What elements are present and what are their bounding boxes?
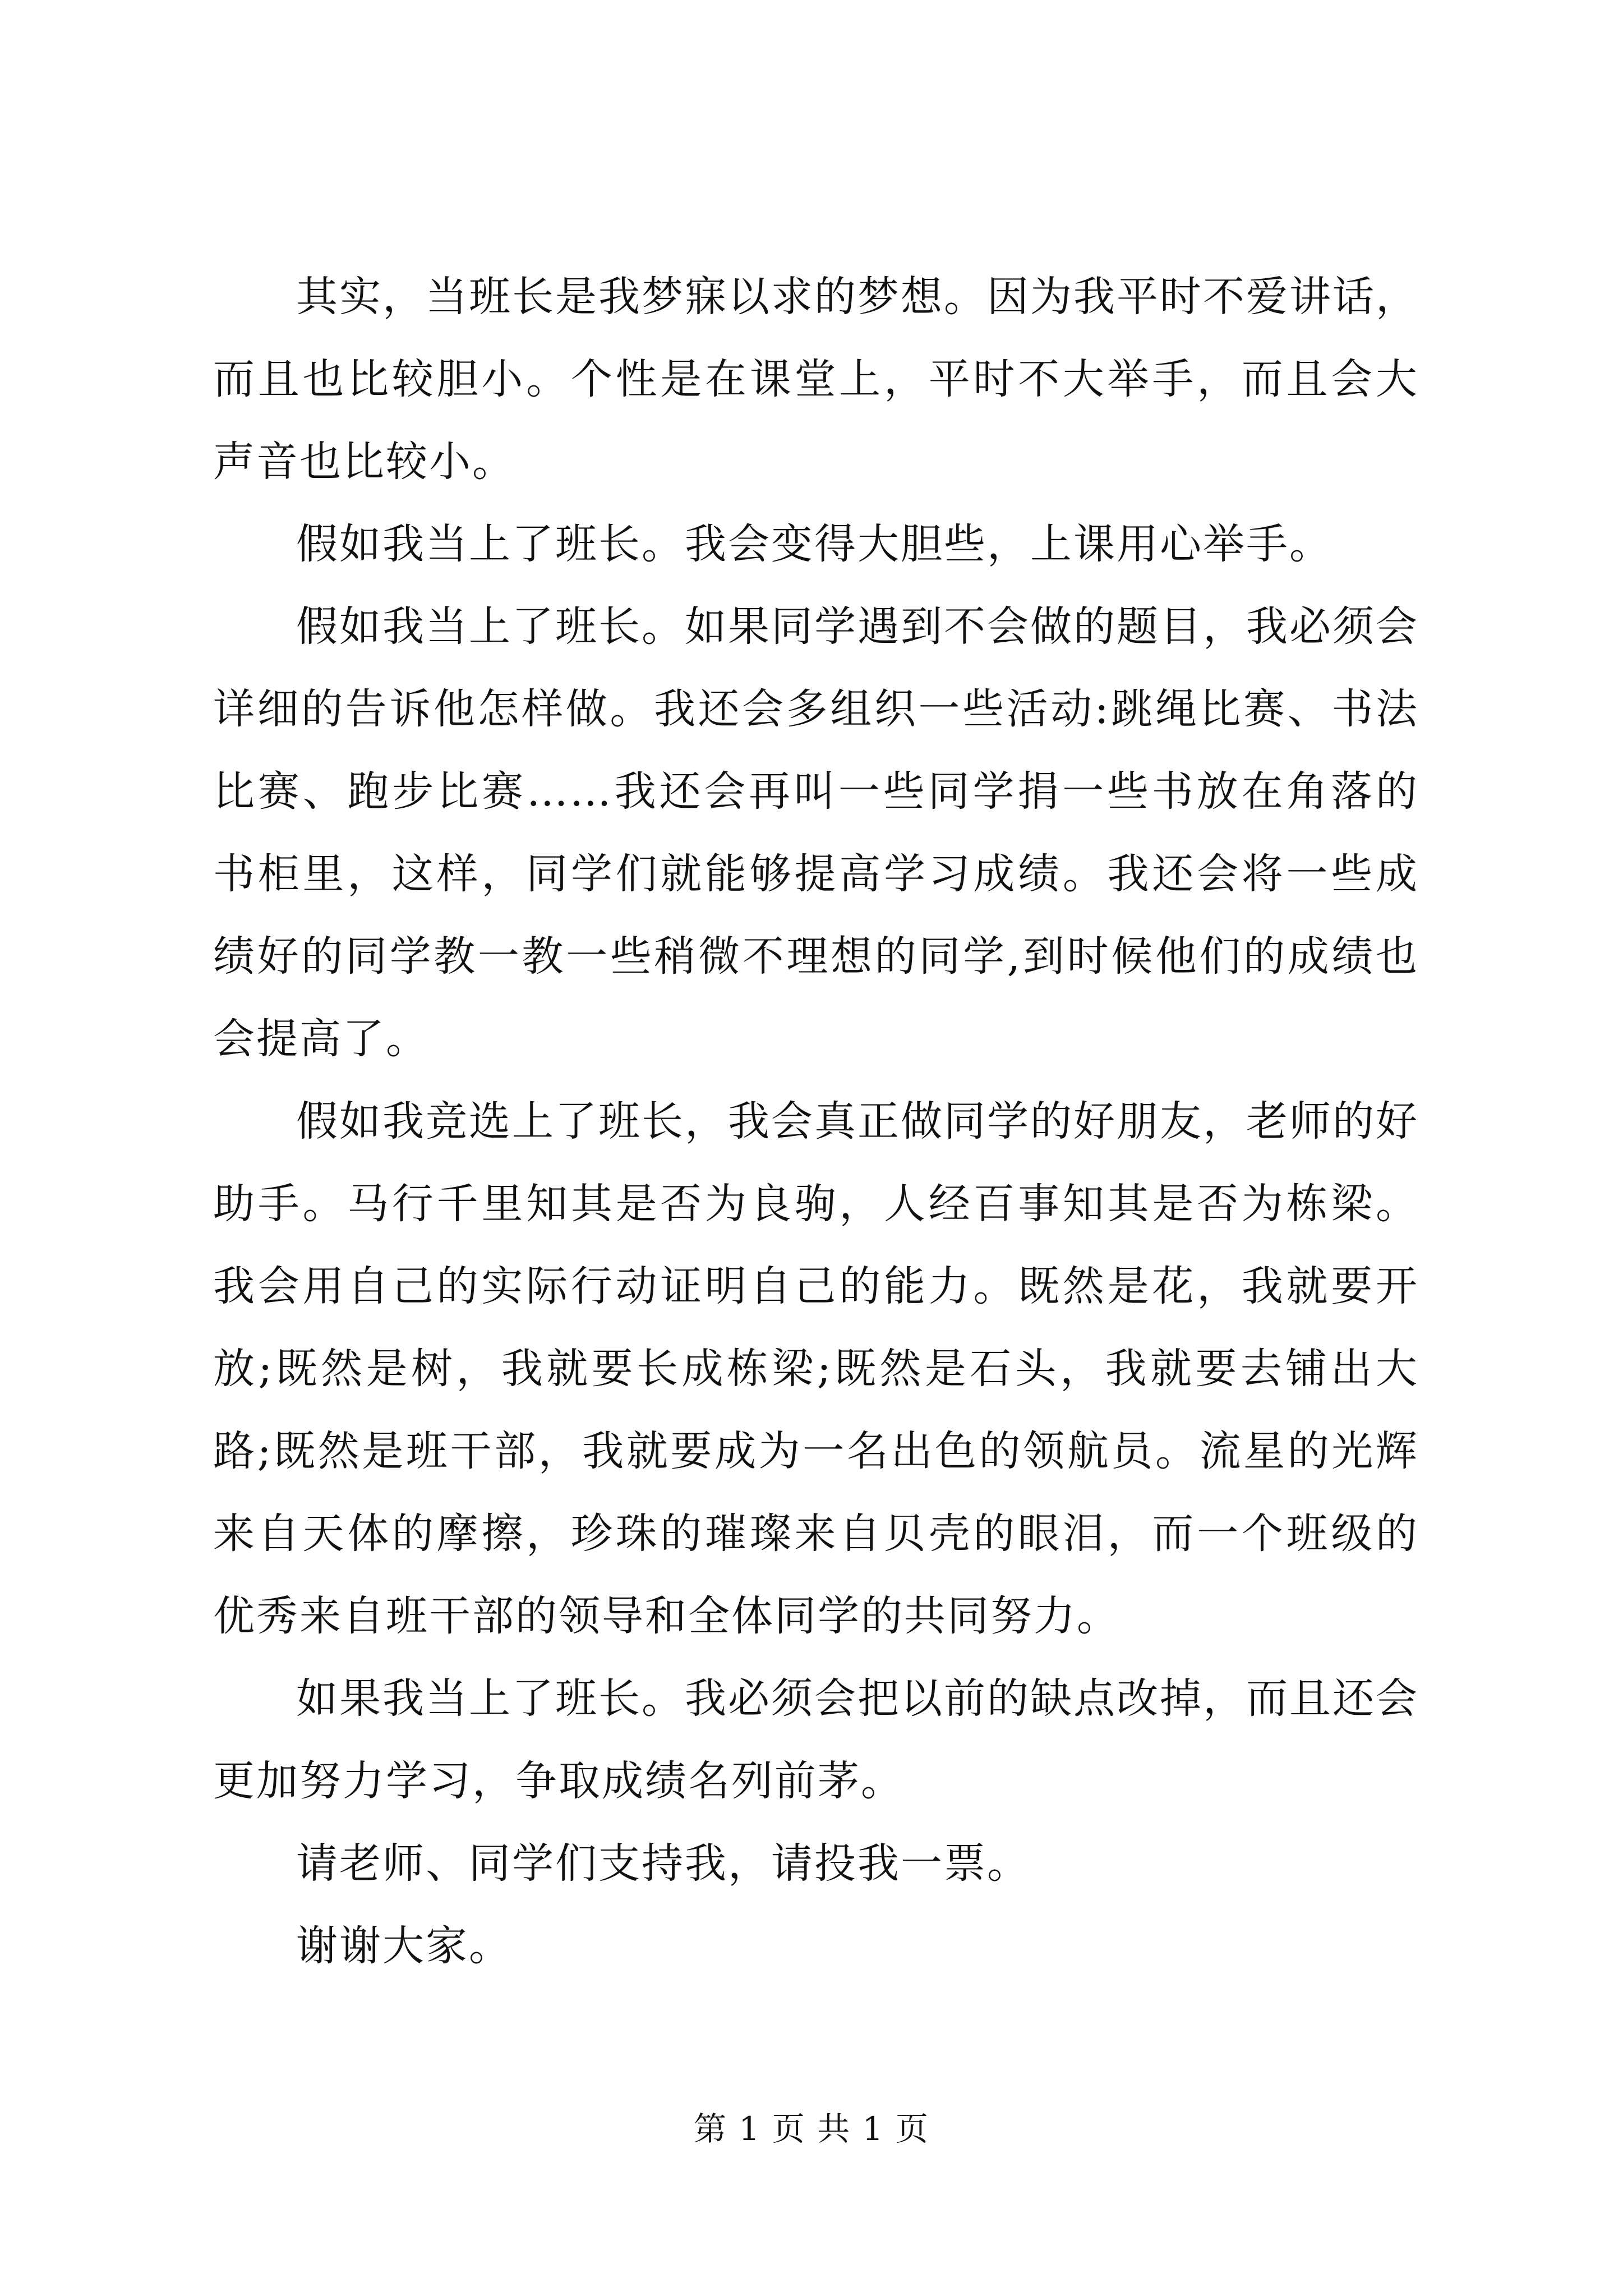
paragraph-5: 如果我当上了班长。我必须会把以前的缺点改掉，而且还会更加努力学习，争取成绩名列前茅。 — [213, 1674, 1419, 1805]
paragraph-7: 谢谢大家。 — [296, 1922, 512, 1970]
document-body — [213, 256, 1419, 1987]
paragraph-1: 其实，当班长是我梦寐以求的梦想。因为我平时不爱讲话，而且也比较胆小。个性是在课堂上，平时不大举手，而且会大声音也比较小。 — [213, 273, 1419, 486]
paragraph-2: 假如我当上了班长。我会变得大胆些，上课用心举手。 — [296, 520, 1332, 568]
paragraph-6: 请老师、同学们支持我，请投我一票。 — [296, 1839, 1030, 1888]
paragraph-3: 假如我当上了班长。如果同学遇到不会做的题目，我必须会详细的告诉他怎样做。我还会多组织一些活动:跳绳比赛、书法比赛、跑步比赛……我还会再叫一些同学捐一些书放在角落的书柜里，这样，同学们就能够提高学习成绩。我还会将一些成绩好的同学教一教一些稍微不理想的同学,到时候他们的成绩也会提高了。 — [213, 602, 1419, 1063]
page-footer: 第 1 页 共 1 页 — [694, 2110, 929, 2148]
paragraph-4: 假如我竞选上了班长，我会真正做同学的好朋友，老师的好助手。马行千里知其是否为良驹，人经百事知其是否为栋梁。我会用自己的实际行动证明自己的能力。既然是花，我就要开放;既然是树，我就要长成栋梁;既然是石头，我就要去铺出大路;既然是班干部，我就要成为一名出色的领航员。流星的光辉来自天体的摩擦，珍珠的璀璨来自贝壳的眼泪，而一个班级的优秀来自班干部的领导和全体同学的共同努力。 — [213, 1097, 1419, 1640]
